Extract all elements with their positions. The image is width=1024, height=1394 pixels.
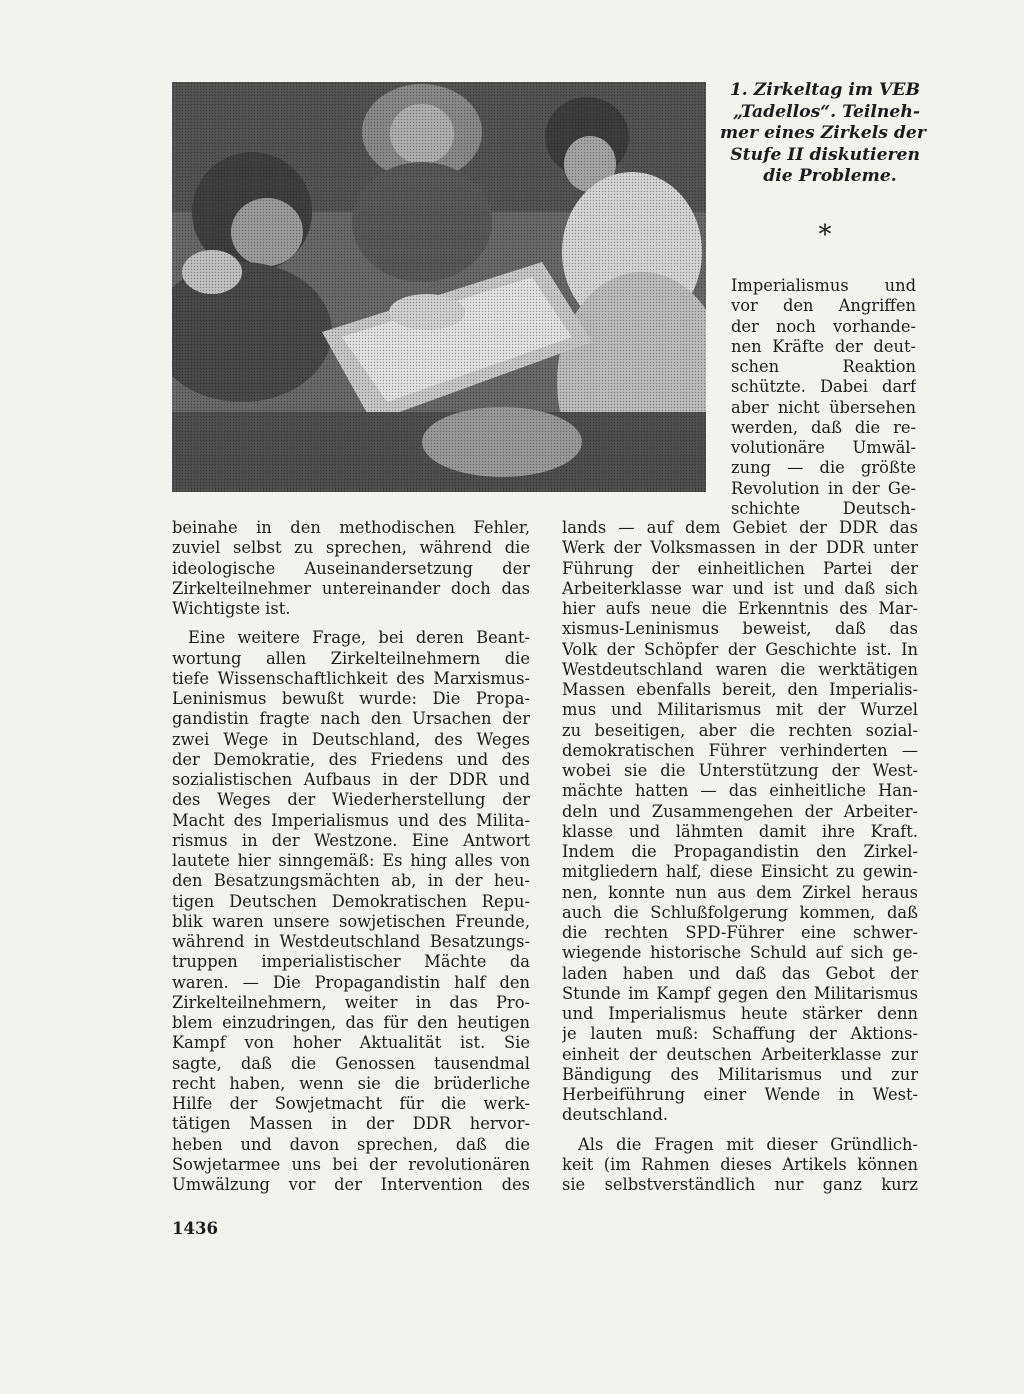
text-line: ideologische Auseinandersetzung der xyxy=(172,558,530,578)
text-line: schen Reaktion xyxy=(731,357,916,376)
text-line: sie selbstverständlich nur ganz kurz xyxy=(562,1175,918,1194)
text-line: einheit der deutschen Arbeiterklasse zur xyxy=(562,1044,918,1064)
text-line: Volk der Schöpfer der Geschichte ist. In xyxy=(562,639,918,659)
text-line: die rechten SPD-Führer eine schwer- xyxy=(562,923,918,942)
text-line: tätigen Massen in der DDR hervor- xyxy=(172,1114,530,1134)
text-line: Zirkelteilnehmer untereinander doch das xyxy=(172,578,530,598)
text-line: vor den Angriffen xyxy=(731,296,916,316)
text-line: deutschland. xyxy=(562,1105,669,1125)
text-line: wobei sie die Unterstützung der West- xyxy=(562,761,918,780)
text-line: je lauten muß: Schaffung der Aktions- xyxy=(562,1024,918,1044)
text-line: Revolution in der Ge- xyxy=(731,478,916,498)
text-line: Umwälzung vor der Intervention des xyxy=(172,1175,530,1194)
text-line: volutionäre Umwäl- xyxy=(731,438,916,457)
text-line: heben und davon sprechen, daß die xyxy=(172,1134,530,1154)
text-line: demokratischen Führer verhinderten — xyxy=(562,740,918,760)
text-line: sozialistischen Aufbaus in der DDR und xyxy=(172,770,530,789)
text-line: Werk der Volksmassen in der DDR unter xyxy=(562,538,918,558)
text-line: zung — die größte xyxy=(731,458,916,478)
text-line: blem einzudringen, das für den heutigen xyxy=(172,1013,530,1032)
text-line: beinahe in den methodischen Fehler, xyxy=(172,518,530,537)
text-line: Wichtigste ist. xyxy=(172,599,291,618)
text-line: der Demokratie, des Friedens und des xyxy=(172,749,530,769)
discussion-photo xyxy=(172,82,706,492)
caption-line: die Probleme. xyxy=(763,166,897,186)
text-line: den Besatzungsmächten ab, in der heu- xyxy=(172,871,530,891)
text-line: des Weges der Wiederherstellung der xyxy=(172,790,530,810)
text-line: Eine weitere Frage, bei deren Beant- xyxy=(188,628,530,648)
photo-caption xyxy=(720,80,926,188)
text-line: wiegende historische Schuld auf sich ge- xyxy=(562,943,918,963)
text-line: und Imperialismus heute stärker denn xyxy=(562,1004,918,1023)
text-line: rismus in der Westzone. Eine Antwort xyxy=(172,830,530,850)
text-line: schichte Deutsch- xyxy=(731,498,916,518)
text-line: gandistin fragte nach den Ursachen der xyxy=(172,709,530,729)
right-top-text xyxy=(731,276,916,519)
text-line: Arbeiterklasse war und ist und daß sich xyxy=(562,578,918,598)
text-line: blik waren unsere sowjetischen Freunde, xyxy=(172,911,530,931)
caption-line: Stufe II diskutieren xyxy=(730,144,920,165)
right-column xyxy=(562,518,918,1195)
text-line: zuviel selbst zu sprechen, während die xyxy=(172,538,530,558)
text-line: truppen imperialistischer Mächte da xyxy=(172,952,530,972)
text-line: Herbeiführung einer Wende in West- xyxy=(562,1085,918,1104)
text-line: Leninismus bewußt wurde: Die Propa- xyxy=(172,689,530,708)
text-line: lands — auf dem Gebiet der DDR das xyxy=(562,518,918,537)
caption-line: 1. Zirkeltag im VEB xyxy=(729,80,920,100)
text-line: Stunde im Kampf gegen den Militarismus xyxy=(562,983,918,1003)
text-line: nen Kräfte der deut- xyxy=(731,336,916,356)
photo-scene xyxy=(172,82,706,492)
text-line: Imperialismus und xyxy=(731,276,916,295)
text-line: zu beseitigen, aber die rechten sozial- xyxy=(562,720,918,740)
text-line: klasse und lähmten damit ihre Kraft. xyxy=(562,821,918,841)
text-line: während in Westdeutschland Besatzungs- xyxy=(172,932,530,951)
caption-line: mer eines Zirkels der xyxy=(720,123,926,143)
text-line: waren. — Die Propagandistin half den xyxy=(172,972,530,992)
text-line: werden, daß die re- xyxy=(731,417,916,437)
text-line: auch die Schlußfolgerung kommen, daß xyxy=(562,902,918,922)
caption-line: „Tadellos“. Teilneh- xyxy=(733,101,920,122)
text-line: laden haben und daß das Gebot der xyxy=(562,963,918,983)
text-line: xismus-Leninismus beweist, daß das xyxy=(562,619,918,639)
section-star: * xyxy=(818,220,832,250)
text-line: Führung der einheitlichen Partei der xyxy=(562,558,918,578)
text-line: zwei Wege in Deutschland, des Weges xyxy=(172,729,530,749)
text-line: recht haben, wenn sie die brüderliche xyxy=(172,1073,530,1093)
left-column xyxy=(172,518,530,1195)
text-line: nen, konnte nun aus dem Zirkel heraus xyxy=(562,882,918,902)
text-line: mus und Militarismus mit der Wurzel xyxy=(562,700,918,720)
text-line: tigen Deutschen Demokratischen Repu- xyxy=(172,891,530,911)
text-line: der noch vorhande- xyxy=(731,316,916,336)
text-line: aber nicht übersehen xyxy=(731,397,916,417)
text-line: sagte, daß die Genossen tausendmal xyxy=(172,1053,530,1073)
text-line: Indem die Propagandistin den Zirkel- xyxy=(562,842,918,861)
text-line: lautete hier sinngemäß: Es hing alles von xyxy=(172,851,530,870)
text-line: Zirkelteilnehmern, weiter in das Pro- xyxy=(172,992,530,1012)
text-line: Sowjetarmee uns bei der revolutionären xyxy=(172,1154,530,1174)
text-line: Westdeutschland waren die werktätigen xyxy=(562,659,918,679)
text-line: Macht des Imperialismus und des Milita- xyxy=(172,810,530,830)
text-line: hier aufs neue die Erkenntnis des Mar- xyxy=(562,599,918,618)
text-line: tiefe Wissenschaftlichkeit des Marxismus- xyxy=(172,668,530,688)
text-line: deln und Zusammengehen der Arbeiter- xyxy=(562,801,918,821)
text-line: Bändigung des Militarismus und zur xyxy=(562,1064,918,1084)
text-line: mächte hatten — das einheitliche Han- xyxy=(562,781,918,801)
text-line: schützte. Dabei darf xyxy=(731,377,916,397)
page-number: 1436 xyxy=(172,1219,218,1238)
text-line: keit (im Rahmen dieses Artikels können xyxy=(562,1154,918,1174)
text-line: wortung allen Zirkelteilnehmern die xyxy=(172,648,530,668)
text-line: mitgliedern half, diese Einsicht zu gewin- xyxy=(562,862,918,882)
text-line: Hilfe der Sowjetmacht für die werk- xyxy=(172,1094,530,1113)
text-line: Massen ebenfalls bereit, den Imperialis- xyxy=(562,680,918,699)
text-line: Als die Fragen mit dieser Gründlich- xyxy=(578,1134,918,1154)
text-line: Kampf von hoher Aktualität ist. Sie xyxy=(172,1033,530,1053)
